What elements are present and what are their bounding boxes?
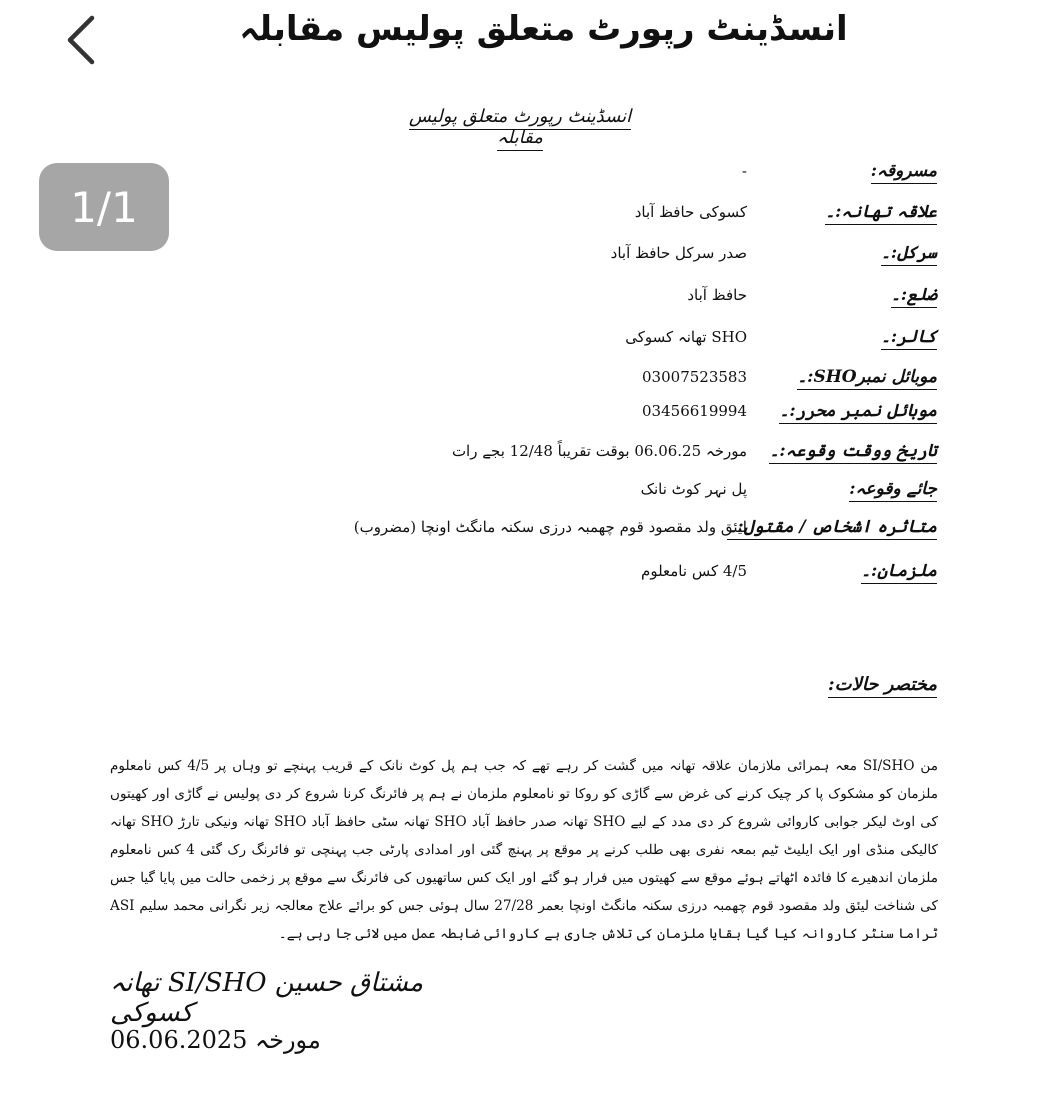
page-indicator-badge: 1/1 [39,163,169,251]
field-row-victims [97,516,937,546]
field-row-circle [97,242,937,272]
document-heading-text: انسڈینٹ رپورٹ متعلق پولیس مقابلہ [409,106,631,151]
field-label: تاریخ ووقت وقوعہ:۔ [769,440,937,464]
summary-paragraph: من SI/SHO معہ ہمرائی ملازمان علاقہ تھانہ میں گشت کر رہے تھے کہ جب ہم پل کوٹ نانک کے قریب پہنچے تو وہاں پر 4/5 کس نامعلوم ملزمان کو مشکوک پا کر چیک کرنے کی غرض سے گاڑی کو روکا تو نامعلوم ملزمان نے ہم پر فائرنگ کرنا شروع کر دی پولیس نے گاڑی اور کھیتوں کی اوٹ لیکر جوابی کاروائی شروع کر دی مدد کے لیے SHO تھانہ صدر حافظ آباد SHO تھانہ سٹی حافظ آباد SHO تھانہ ونیکی تارڑ SHO تھانہ کالیکی منڈی اور ایک ایلیٹ ٹیم بمعہ نفری بھی طلب کرنے پر موقع پر پہنچ گئی اور امدادی پارٹی جب پہنچی تو فائرنگ رک گئی 4 کس نامعلوم ملزمان اندھیرے کا فائدہ اٹھاتے ہوئے موقع سے کھیتوں میں فرار ہو گئے اور ایک کس ساتھیوں کی فائرنگ سے موقع پر زخمی حالت میں پایا گیا جس کی شناخت لیئق ولد مقصود قوم چھمبہ درزی سکنہ مانگٹ اونچا بعمر 27/28 سال ہوئی جس کو برائے علاج معالجہ زیر نگرانی محمد سلیم ASI ٹراما سنٹر کاروانہ کیا گیا بقایا ملزمان کی تلاش جاری ہے کاروائی ضابطہ عمل میں لائی جا رہی ہے۔ [110,758,938,942]
field-value: 03456619994 [642,402,747,420]
field-value: لیئق ولد مقصود قوم چھمبہ درزی سکنہ مانگٹ اونچا (مضروب) [353,518,747,536]
field-row-muharrir-mobile [97,400,937,430]
field-label: جائے وقوعہ: [849,478,937,502]
signature-date: مورخہ 06.06.2025 [110,1026,321,1054]
field-value: 4/5 کس نامعلوم [641,562,747,580]
field-row-police-station [97,201,937,231]
field-label: کالر:۔ [881,326,937,350]
field-value: 03007523583 [642,368,747,386]
field-row-caller [97,326,937,356]
app-title: انسڈینٹ رپورٹ متعلق پولیس مقابلہ [239,9,848,49]
field-value: پل نہر کوٹ نانک [640,480,747,498]
field-label: موبائل نمبرSHO:۔ [797,366,937,390]
field-value: حافظ آباد [687,286,747,304]
field-value: - [741,162,747,180]
field-label: علاقہ تھانہ:۔ [825,201,937,225]
field-row-district [97,284,937,314]
field-value: SHO تھانہ کسوکی [625,328,747,346]
field-row-sho-mobile [97,366,937,396]
field-value: مورخہ 06.06.25 بوقت تقریباً 12/48 بجے رات [451,442,747,460]
field-label: سرکل:۔ [881,242,937,266]
field-value: صدر سرکل حافظ آباد [610,244,747,262]
signature-name: مشتاق حسین SI/SHO تھانہ کسوکی [110,968,424,1028]
field-row-accused [97,560,937,590]
summary-title: مختصر حالات: [828,674,937,698]
field-label: ملزمان:۔ [861,560,937,584]
field-label: متاثرہ اشخاص / مقتول:۔ [727,516,937,540]
field-label: مسروقہ: [871,160,937,184]
document-heading [400,106,640,148]
field-row-stolen-property [97,160,937,190]
field-value: کسوکی حافظ آباد [634,203,747,221]
field-row-incident-datetime [97,440,937,470]
field-row-incident-location [97,478,937,508]
field-label: موبائل نمبر محرر:۔ [779,400,937,424]
field-label: ضلع:۔ [891,284,937,308]
